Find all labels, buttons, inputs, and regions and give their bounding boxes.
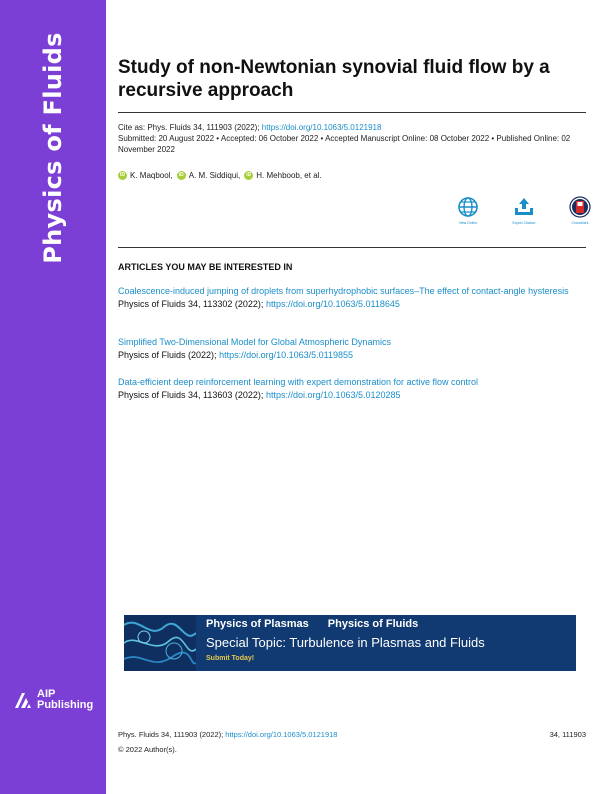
journal-name: Physics of Fluids xyxy=(39,32,67,264)
related-article xyxy=(118,337,586,361)
related-article xyxy=(118,377,586,401)
orcid-icon[interactable]: iD xyxy=(246,172,252,178)
footer-page-number: 34, 111903 xyxy=(549,730,586,739)
export-citation-label: Export Citation xyxy=(512,221,536,225)
globe-icon xyxy=(457,196,479,218)
orcid-icon[interactable]: iD xyxy=(178,172,184,178)
orcid-icon[interactable]: iD xyxy=(120,172,125,178)
turbulence-art xyxy=(124,615,196,671)
related-article xyxy=(118,286,586,310)
section-divider xyxy=(118,247,586,248)
aip-logo-icon xyxy=(14,691,34,709)
article-actions xyxy=(440,196,600,225)
crossmark-label: CrossMark xyxy=(571,221,589,225)
crossmark-icon xyxy=(569,196,591,218)
export-citation-button[interactable] xyxy=(496,196,552,225)
related-article-title[interactable]: Simplified Two-Dimensional Model for Global Atmospheric Dynamics xyxy=(118,337,391,347)
banner-journal-fluids: Physics of Fluids xyxy=(327,618,419,630)
author-link[interactable]: A. M. Siddiqui, xyxy=(188,171,241,180)
related-article-doi[interactable]: https://doi.org/10.1063/5.0120285 xyxy=(265,389,401,400)
banner-submit-link[interactable]: Submit Today! xyxy=(206,655,255,662)
related-article-cite: Physics of Fluids (2022); xyxy=(118,349,217,360)
article-meta xyxy=(118,122,586,155)
footer-citation xyxy=(118,730,337,739)
author-list xyxy=(118,171,326,180)
related-article-doi[interactable]: https://doi.org/10.1063/5.0119855 xyxy=(219,349,354,360)
related-articles-heading: ARTICLES YOU MAY BE INTERESTED IN xyxy=(118,262,293,272)
view-online-label: View Online xyxy=(458,221,478,225)
banner-journal-plasmas: Physics of Plasmas xyxy=(206,618,309,630)
article-title: Study of non-Newtonian synovial fluid flow by a recursive approach xyxy=(118,57,550,101)
banner-journals xyxy=(206,618,434,630)
aip-publishing-logo[interactable] xyxy=(14,689,93,711)
banner-topic: Special Topic: Turbulence in Plasmas and Fluids xyxy=(206,635,485,650)
related-article-title[interactable]: Data-efficient deep reinforcement learning with expert demonstration for active flow control xyxy=(118,377,479,387)
footer-doi-link[interactable]: https://doi.org/10.1063/5.0121918 xyxy=(225,730,338,739)
cite-prefix: Cite as: Phys. Fluids 34, 111903 (2022); xyxy=(118,123,260,132)
special-topic-banner[interactable] xyxy=(124,615,576,671)
export-icon xyxy=(512,196,536,218)
article-doi-link[interactable]: https://doi.org/10.1063/5.0121918 xyxy=(261,123,382,132)
related-article-cite: Physics of Fluids 34, 113302 (2022); xyxy=(118,298,264,309)
author-link[interactable]: K. Maqbool, xyxy=(130,171,173,180)
footer-cite-text: Phys. Fluids 34, 111903 (2022); xyxy=(118,730,224,739)
related-article-cite: Physics of Fluids 34, 113603 (2022); xyxy=(118,389,264,400)
view-online-button[interactable] xyxy=(440,196,496,225)
author-link[interactable]: H. Mehboob, et al. xyxy=(256,171,322,180)
footer-copyright: © 2022 Author(s). xyxy=(118,745,177,754)
crossmark-button[interactable] xyxy=(552,196,600,225)
related-article-title[interactable]: Coalescence-induced jumping of droplets from superhydrophobic surfaces–The effect of contact-angle hysteresis xyxy=(118,286,569,296)
journal-sidebar xyxy=(0,0,106,794)
article-dates: Submitted: 20 August 2022 • Accepted: 06 October 2022 • Accepted Manuscript Online: 08 October 2022 • Published Online: 02 November 2022 xyxy=(118,134,571,154)
related-article-doi[interactable]: https://doi.org/10.1063/5.0118645 xyxy=(265,298,400,309)
title-divider xyxy=(118,112,586,113)
aip-logo-line2: Publishing xyxy=(37,699,94,711)
aip-logo-line1: AIP xyxy=(37,688,56,700)
